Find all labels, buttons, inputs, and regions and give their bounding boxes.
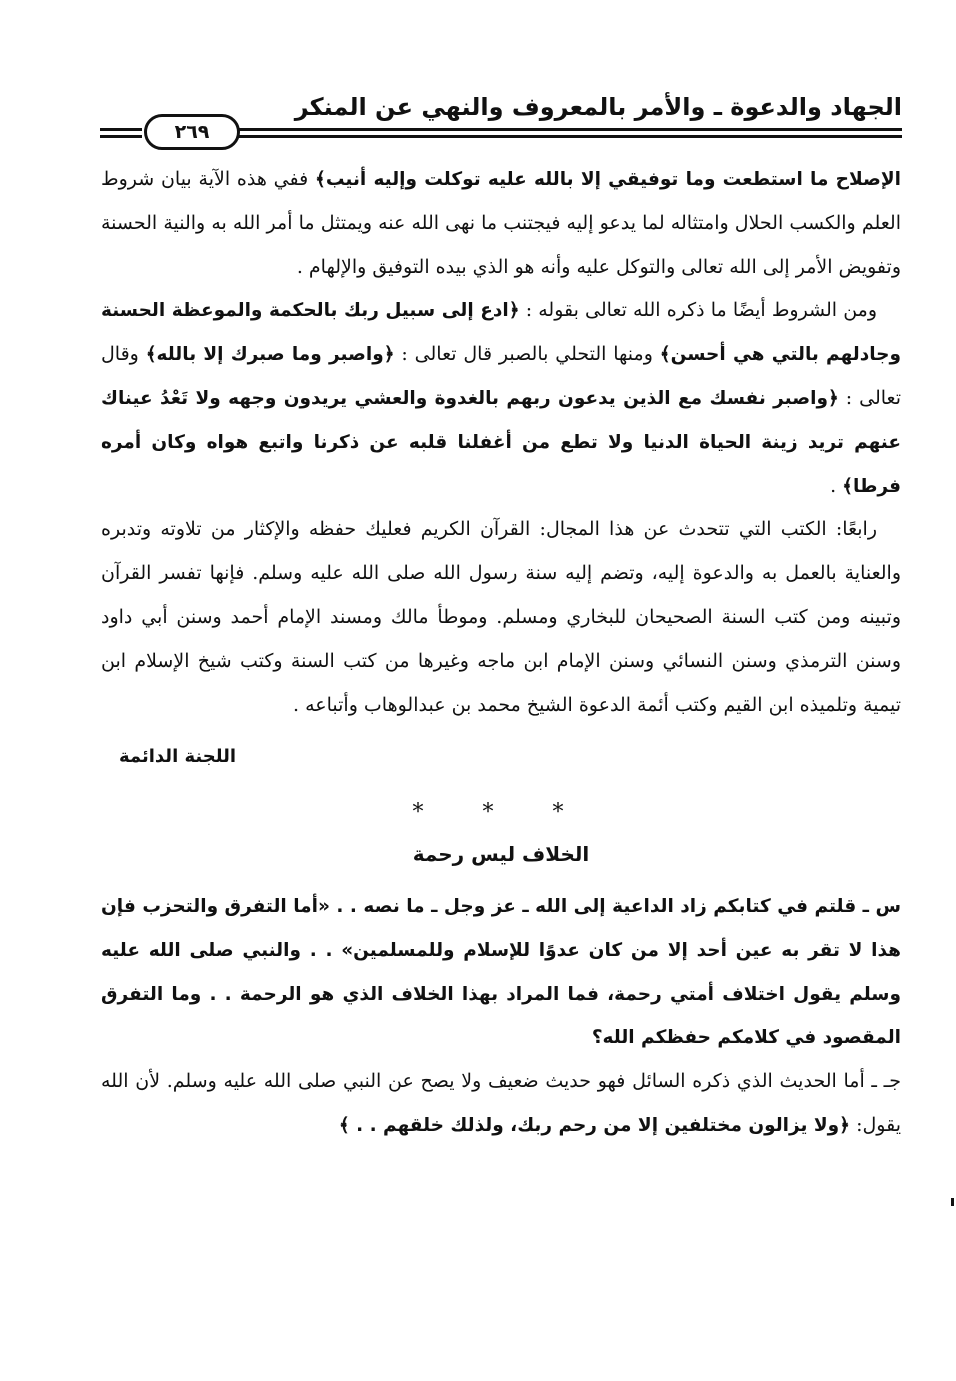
header-rule-bottom-left (100, 135, 142, 138)
paragraph-3: رابعًا: الكتب التي تتحدث عن هذا المجال: القرآن الكريم فعليك حفظه والإكثار من تلاوته وتدبره والعناية بالعمل به والدعوة إليه، وتضم إليه سنة رسول الله صلى الله عليه وسلم. فإنها تفسر القرآن وتبينه ومن كتب السنة الصحيحان للبخاري ومسلم. وموطأ مالك ومسند الإمام أحمد وسنن أبي داود وسنن الترمذي وسنن النسائي وسنن الإمام ابن ماجه وغيرها من كتب السنة وكتب شيخ الإسلام ابن تيمية وتلميذه ابن القيم وكتب أئمة الدعوة الشيخ محمد بن عبدالوهاب وأتباعه . (101, 518, 901, 716)
quran-verse: ﴿واصبر وما صبرك إلا بالله﴾ (145, 344, 395, 366)
paragraph-text: وقال تعالى : (101, 343, 901, 409)
paragraph-text: . (830, 474, 843, 497)
paragraph-2 (101, 289, 901, 508)
quran-verse: الإصلاح ما استطعت وما توفيقي إلا بالله عليه توكلت وإليه أنيب﴾ (314, 169, 901, 190)
signature: اللجنة الدائمة (119, 746, 237, 768)
page-header (100, 92, 902, 144)
paragraph-1 (101, 158, 901, 289)
question-paragraph: س ـ قلتم في كتابكم زاد الداعية إلى الله ـ عز وجل ـ ما نصه . . «أما التفرق والتحزب فإن هذا لا تقر به عين أحد إلا من كان عدوًا للإسلام وللمسلمين» . . والنبي صلى الله عليه وسلم يقول اختلاف أمتي رحمة، فما المراد بهذا الخلاف الذي هو الرحمة . . وما التفرق المقصود في كلامكم حفظكم الله؟ (101, 895, 901, 1049)
header-rule-top-right (200, 128, 902, 131)
page-number: ٢٦٩ (144, 114, 240, 150)
paragraph-text: ففي هذه الآية بيان شروط العلم والكسب الحلال وامتثاله لما يدعو إليه فيجتنب ما نهى الله عنه ويمتثل ما أمر الله به والنية الحسنة وتفويض الأمر إلى الله تعالى والتوكل عليه وأنه هو الذي بيده التوفيق والإلهام . (101, 168, 901, 278)
scan-edge-mark (951, 1198, 954, 1206)
paragraph-text: ومن الشروط أيضًا ما ذكره الله تعالى بقوله : (519, 299, 878, 322)
paragraph-text: جـ ـ أما الحديث الذي ذكره السائل فهو حديث ضعيف ولا يصح عن النبي صلى الله عليه وسلم. لأن الله يقول: (101, 1070, 901, 1136)
quran-verse: ﴿واصبر نفسك مع الذين يدعون ربهم بالغدوة والعشي يريدون وجهه ولا تَعْدُ عيناك عنهم تريد زينة الحياة الدنيا ولا تطع من أغفلنا قلبه عن ذكرنا واتبع هواه وكان أمره فرطا﴾ (101, 387, 901, 497)
paragraph-text: ومنها التحلي بالصبر قال تعالى : (394, 343, 660, 366)
section-title: الخلاف ليس رحمة (412, 842, 590, 867)
page-body (101, 158, 901, 1148)
answer-paragraph (101, 1060, 901, 1148)
quran-verse: ﴿ولا يزالون مختلفين إلا من رحم ربك، ولذلك خلقهم . . ﴾ (338, 1114, 851, 1136)
running-title: الجهاد والدعوة ـ والأمر بالمعروف والنهي عن المنكر (294, 93, 902, 121)
header-rule-bottom-right (200, 135, 902, 138)
header-rule-top-left (100, 128, 142, 131)
quran-verse: ﴿ادع إلى سبيل ربك بالحكمة والموعظة الحسنة وجادلهم بالتي هي أحسن﴾ (101, 300, 902, 366)
section-separator: * * * (412, 800, 590, 826)
